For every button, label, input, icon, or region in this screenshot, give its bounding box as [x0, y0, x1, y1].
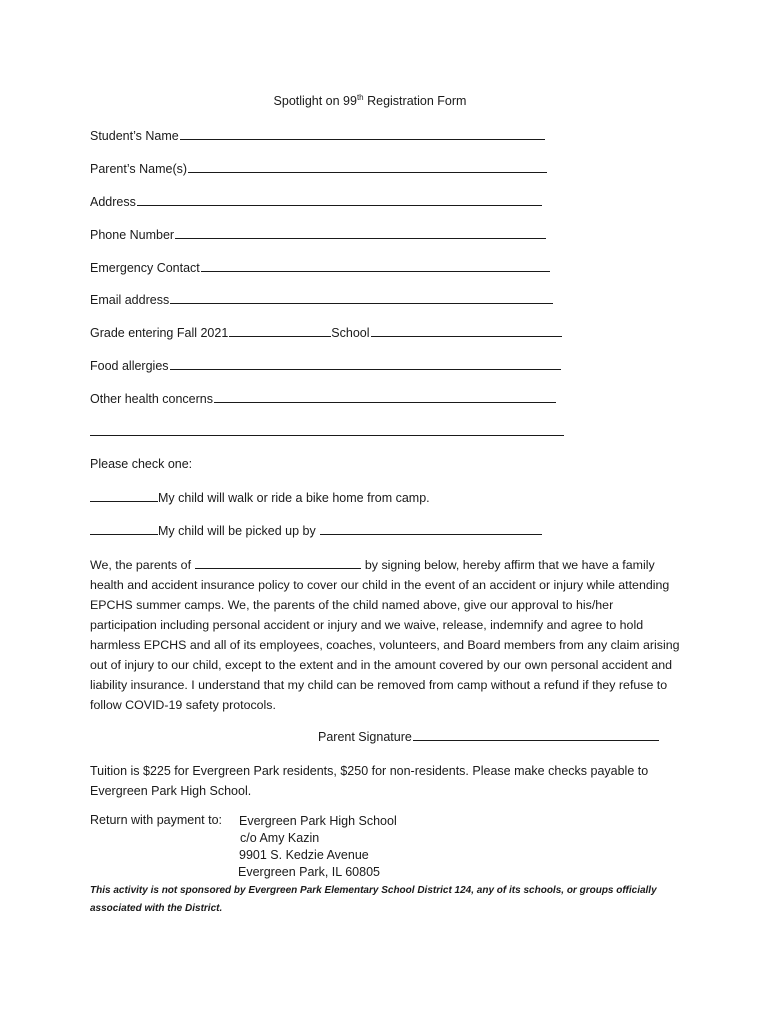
- waiver-lead: We, the parents of: [90, 558, 195, 572]
- waiver-body: by signing below, hereby affirm that we have a family health and accident insurance policy to cover our child in the event of an accident or injury while attending EPCHS summer camps. We, the parents of the child named above, give our approval to his/her participation including personal accident or injury and we waive, release, indemnify and agree to hold harmless EPCHS and all of its employees, coaches, volunteers, and Board members from any claim arising out of injury to our child, except to the extent and in the amount covered by our own personal accident and liability insurance. I understand that my child can be removed from camp without a refund if they refuse to follow COVID-19 safety protocols.: [90, 558, 680, 712]
- title-prefix: Spotlight on 99: [273, 94, 357, 108]
- school-label: School: [331, 326, 370, 340]
- parent-names-field[interactable]: [90, 160, 547, 177]
- return-address-line3: 9901 S. Kedzie Avenue: [239, 848, 369, 862]
- grade-line[interactable]: [229, 324, 331, 337]
- address-line[interactable]: [137, 193, 542, 206]
- parent-names-label: Parent’s Name(s): [90, 162, 188, 176]
- parent-signature-line[interactable]: [413, 728, 659, 741]
- title-superscript: th: [356, 92, 364, 102]
- address-label: Address: [90, 195, 136, 209]
- parent-names-line[interactable]: [188, 160, 547, 173]
- form-title: [0, 94, 740, 108]
- waiver-paragraph: [90, 555, 682, 715]
- extra-health-line[interactable]: [90, 423, 564, 436]
- disclaimer-text: This activity is not sponsored by Evergreen Park Elementary School District 124, any of its schools, or groups officially associated with the District.: [90, 885, 657, 914]
- grade-label: Grade entering Fall 2021: [90, 326, 229, 340]
- parent-signature-field[interactable]: [318, 728, 659, 744]
- food-allergies-line[interactable]: [170, 357, 561, 370]
- return-label: Return with payment to:: [90, 813, 223, 827]
- walk-checkbox-line[interactable]: [90, 489, 158, 502]
- return-address-line4: Evergreen Park, IL 60805: [238, 865, 380, 879]
- other-health-line[interactable]: [214, 390, 556, 403]
- student-name-label: Student’s Name: [90, 129, 179, 143]
- student-name-line[interactable]: [180, 127, 545, 140]
- parent-signature-label: Parent Signature: [318, 730, 412, 744]
- email-line[interactable]: [170, 291, 553, 304]
- return-address-line1: Evergreen Park High School: [239, 814, 397, 828]
- food-allergies-field[interactable]: [90, 357, 561, 374]
- check-heading: Please check one:: [90, 457, 193, 471]
- emergency-contact-field[interactable]: [90, 259, 550, 276]
- walk-option-label: My child will walk or ride a bike home from camp.: [158, 491, 430, 505]
- email-label: Email address: [90, 293, 170, 307]
- other-health-field[interactable]: [90, 390, 556, 407]
- food-allergies-label: Food allergies: [90, 359, 169, 373]
- student-name-field[interactable]: [90, 127, 545, 144]
- pickup-checkbox-line[interactable]: [90, 522, 158, 535]
- title-suffix: Registration Form: [363, 94, 467, 108]
- child-name-line[interactable]: [195, 556, 361, 569]
- phone-line[interactable]: [175, 226, 546, 239]
- walk-option[interactable]: [90, 489, 430, 506]
- grade-school-field[interactable]: [90, 324, 562, 341]
- pickup-option[interactable]: [90, 522, 542, 539]
- emergency-contact-label: Emergency Contact: [90, 261, 200, 275]
- tuition-text: Tuition is $225 for Evergreen Park residents, $250 for non-residents. Please make checks payable to Evergreen Park High School.: [90, 764, 649, 798]
- pickup-person-line[interactable]: [320, 522, 542, 535]
- email-field[interactable]: [90, 291, 553, 308]
- emergency-contact-line[interactable]: [201, 259, 550, 272]
- address-field[interactable]: [90, 193, 542, 210]
- phone-field[interactable]: [90, 226, 546, 243]
- return-address-line2: c/o Amy Kazin: [240, 831, 320, 845]
- school-line[interactable]: [371, 324, 562, 337]
- phone-label: Phone Number: [90, 228, 175, 242]
- other-health-label: Other health concerns: [90, 392, 213, 406]
- extra-line-field[interactable]: [90, 423, 564, 440]
- pickup-option-label: My child will be picked up by: [158, 524, 320, 538]
